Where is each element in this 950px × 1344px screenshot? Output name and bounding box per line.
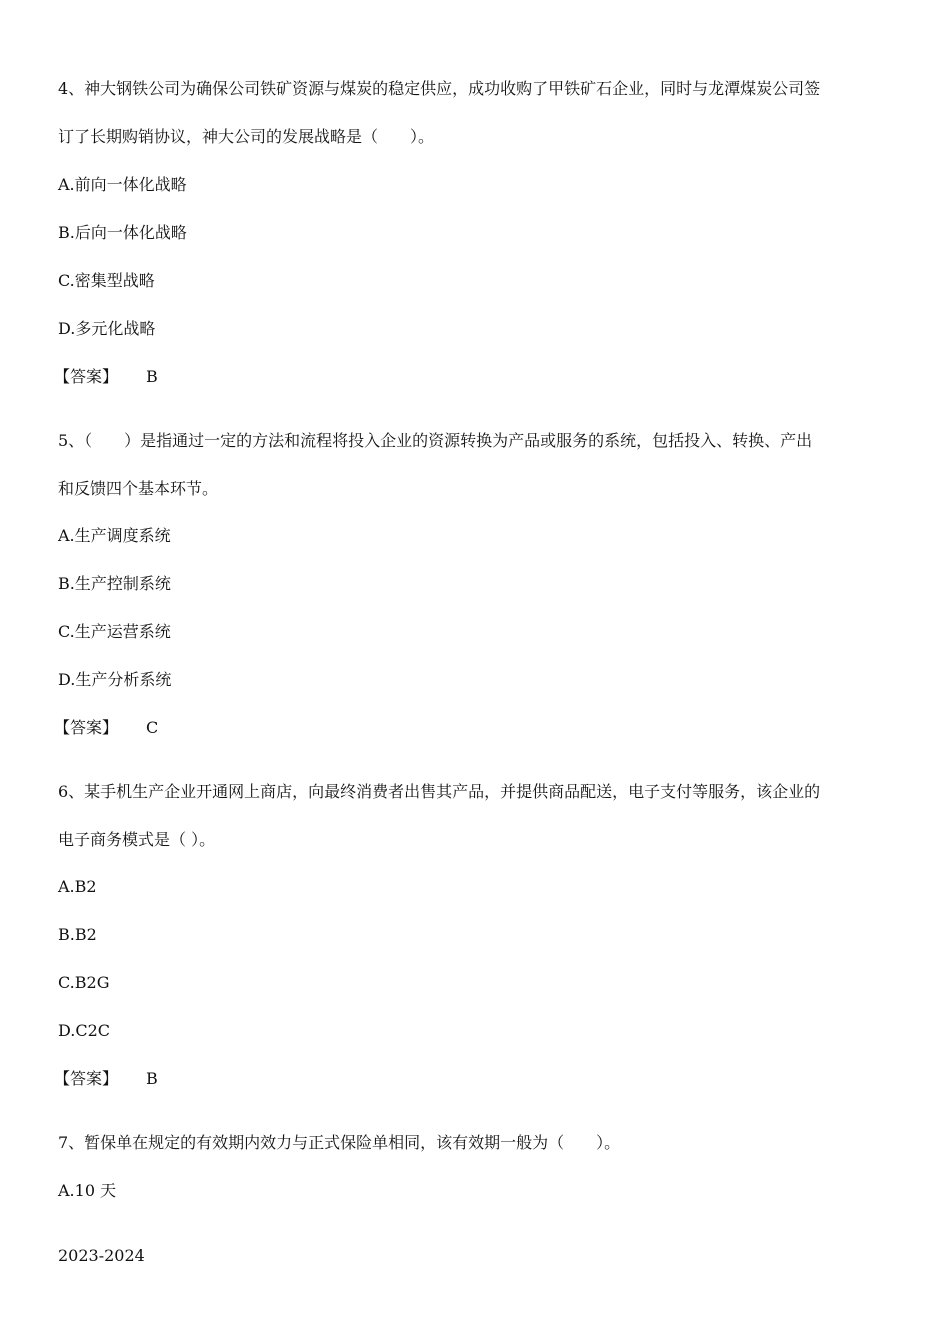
q4-stem-line-1: 4、神大钢铁公司为确保公司铁矿资源与煤炭的稳定供应，成功收购了甲铁矿石企业，同时与龙潭煤炭公司签 [58, 79, 821, 98]
answer-value: B [146, 367, 158, 386]
q5-option-c: C.生产运营系统 [58, 622, 171, 641]
q6-stem-line-1: 6、某手机生产企业开通网上商店，向最终消费者出售其产品，并提供商品配送，电子支付等服务，该企业的 [58, 782, 821, 801]
q5-stem-line-2: 和反馈四个基本环节。 [58, 479, 219, 498]
q5-option-b: B.生产控制系统 [58, 574, 171, 593]
q7-stem-line-1: 7、暂保单在规定的有效期内效力与正式保险单相同，该有效期一般为（ ）。 [58, 1133, 621, 1152]
answer-value: B [146, 1069, 158, 1088]
q6-option-b: B.B2 [58, 925, 97, 944]
q5-stem-line-1: 5、（ ）是指通过一定的方法和流程将投入企业的资源转换为产品或服务的系统，包括投入、转换、产出 [58, 431, 813, 450]
answer-label: 【答案】 [54, 718, 119, 737]
q4-option-d: D.多元化战略 [58, 319, 156, 338]
q4-answer [54, 366, 910, 388]
q6-stem-line-2: 电子商务模式是（ ）。 [58, 830, 216, 849]
q4-option-c: C.密集型战略 [58, 271, 155, 290]
q4-stem-line-2: 订了长期购销协议，神大公司的发展战略是（ ）。 [58, 127, 435, 146]
answer-label: 【答案】 [54, 367, 119, 386]
q4-option-a: A.前向一体化战略 [58, 175, 187, 194]
page-footer: 2023-2024 [58, 1246, 145, 1265]
q5-answer [54, 717, 910, 739]
q5-option-a: A.生产调度系统 [58, 526, 171, 545]
q4-option-b: B.后向一体化战略 [58, 223, 187, 242]
q6-option-c: C.B2G [58, 973, 110, 992]
q5-option-d: D.生产分析系统 [58, 670, 172, 689]
q6-option-a: A.B2 [58, 877, 97, 896]
answer-label: 【答案】 [54, 1069, 119, 1088]
q7-option-a: A.10 天 [58, 1181, 117, 1200]
q6-option-d: D.C2C [58, 1021, 111, 1040]
q6-answer [54, 1068, 910, 1090]
answer-value: C [146, 718, 159, 737]
